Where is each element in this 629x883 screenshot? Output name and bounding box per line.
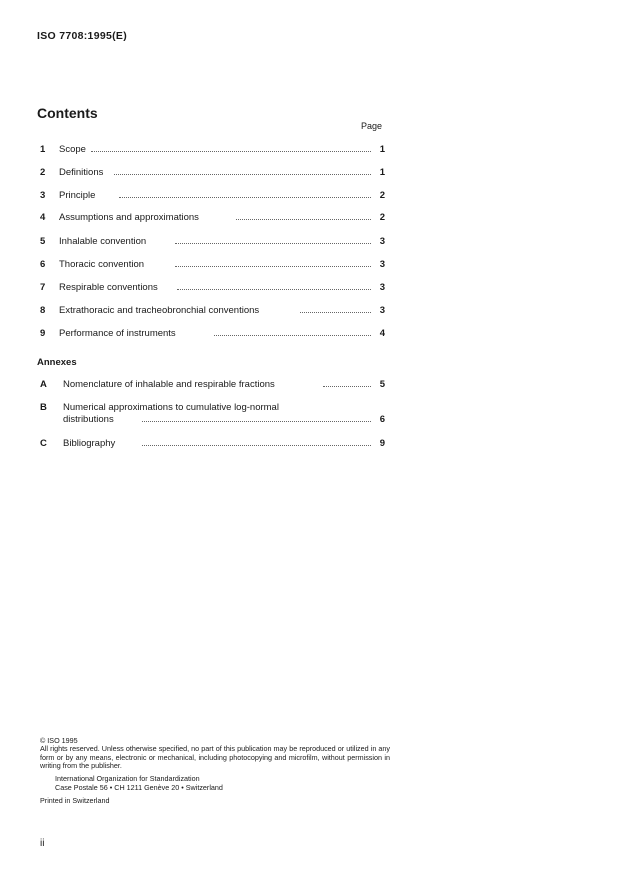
toc-number: 4: [40, 212, 46, 223]
toc-page: 3: [379, 259, 385, 270]
annex-title-continued: distributions: [63, 414, 114, 425]
toc-page: 1: [379, 167, 385, 178]
annex-letter: C: [40, 438, 47, 449]
copyright-notice: © ISO 1995: [40, 736, 78, 745]
contents-heading: Contents: [37, 105, 98, 121]
annex-page: 9: [379, 438, 385, 449]
annex-entry[interactable]: [40, 402, 385, 428]
dot-leader: [236, 218, 371, 220]
toc-entry[interactable]: [40, 190, 385, 204]
dot-leader: [114, 173, 371, 175]
toc-number: 9: [40, 328, 46, 339]
toc-number: 2: [40, 167, 46, 178]
dot-leader: [177, 288, 371, 290]
annex-page: 6: [379, 414, 385, 425]
toc-number: 3: [40, 190, 46, 201]
dot-leader: [119, 196, 371, 198]
toc-number: 5: [40, 236, 46, 247]
dot-leader: [323, 385, 371, 387]
toc-title: Inhalable convention: [59, 236, 147, 247]
dot-leader: [142, 444, 371, 446]
annexes-heading: Annexes: [37, 357, 77, 368]
toc-page: 3: [379, 282, 385, 293]
toc-page: 3: [379, 305, 385, 316]
printed-in: Printed in Switzerland: [40, 796, 110, 805]
dot-leader: [91, 150, 371, 152]
document-id: ISO 7708:1995(E): [37, 30, 128, 42]
annex-title: Nomenclature of inhalable and respirable fractions: [63, 379, 275, 390]
toc-number: 6: [40, 259, 46, 270]
annex-letter: A: [40, 379, 47, 390]
dot-leader: [142, 420, 371, 422]
annex-title: Bibliography: [63, 438, 116, 449]
toc-page: 2: [379, 190, 385, 201]
toc-entry[interactable]: [40, 305, 385, 319]
toc-page: 4: [379, 328, 385, 339]
dot-leader: [214, 334, 371, 336]
dot-leader: [175, 242, 371, 244]
toc-entry[interactable]: [40, 328, 385, 342]
rights-statement: All rights reserved. Unless otherwise specified, no part of this publication may be reproduced or utilized in any form or by any means, electronic or mechanical, including photocopying and microfilm, without permission in writing from the publisher.: [40, 744, 390, 771]
toc-number: 7: [40, 282, 46, 293]
postal-address: Case Postale 56 • CH 1211 Genève 20 • Switzerland: [55, 782, 223, 792]
annex-title: Numerical approximations to cumulative log-normal: [63, 402, 279, 413]
toc-entry[interactable]: [40, 144, 385, 158]
page-column-header: Page: [361, 121, 383, 131]
toc-title: Scope: [59, 144, 86, 155]
annex-entry[interactable]: [40, 438, 385, 452]
annex-page: 5: [379, 379, 385, 390]
toc-title: Thoracic convention: [59, 259, 145, 270]
toc-title: Respirable conventions: [59, 282, 158, 293]
annex-letter: B: [40, 402, 47, 413]
toc-title: Principle: [59, 190, 96, 201]
publisher-address: [55, 775, 223, 792]
dot-leader: [300, 311, 371, 313]
toc-page: 3: [379, 236, 385, 247]
toc-page: 1: [379, 144, 385, 155]
toc-title: Performance of instruments: [59, 328, 176, 339]
page-folio: ii: [40, 838, 45, 849]
toc-entry[interactable]: [40, 167, 385, 181]
toc-number: 1: [40, 144, 46, 155]
toc-number: 8: [40, 305, 46, 316]
toc-title: Extrathoracic and tracheobronchial conventions: [59, 305, 260, 316]
toc-page: 2: [379, 212, 385, 223]
toc-entry[interactable]: [40, 236, 385, 250]
toc-title: Definitions: [59, 167, 104, 178]
dot-leader: [175, 265, 371, 267]
annex-entry[interactable]: [40, 379, 385, 393]
toc-entry[interactable]: [40, 282, 385, 296]
organization-name: International Organization for Standardization: [55, 774, 200, 783]
toc-title: Assumptions and approximations: [59, 212, 199, 223]
toc-entry[interactable]: [40, 212, 385, 226]
toc-entry[interactable]: [40, 259, 385, 273]
